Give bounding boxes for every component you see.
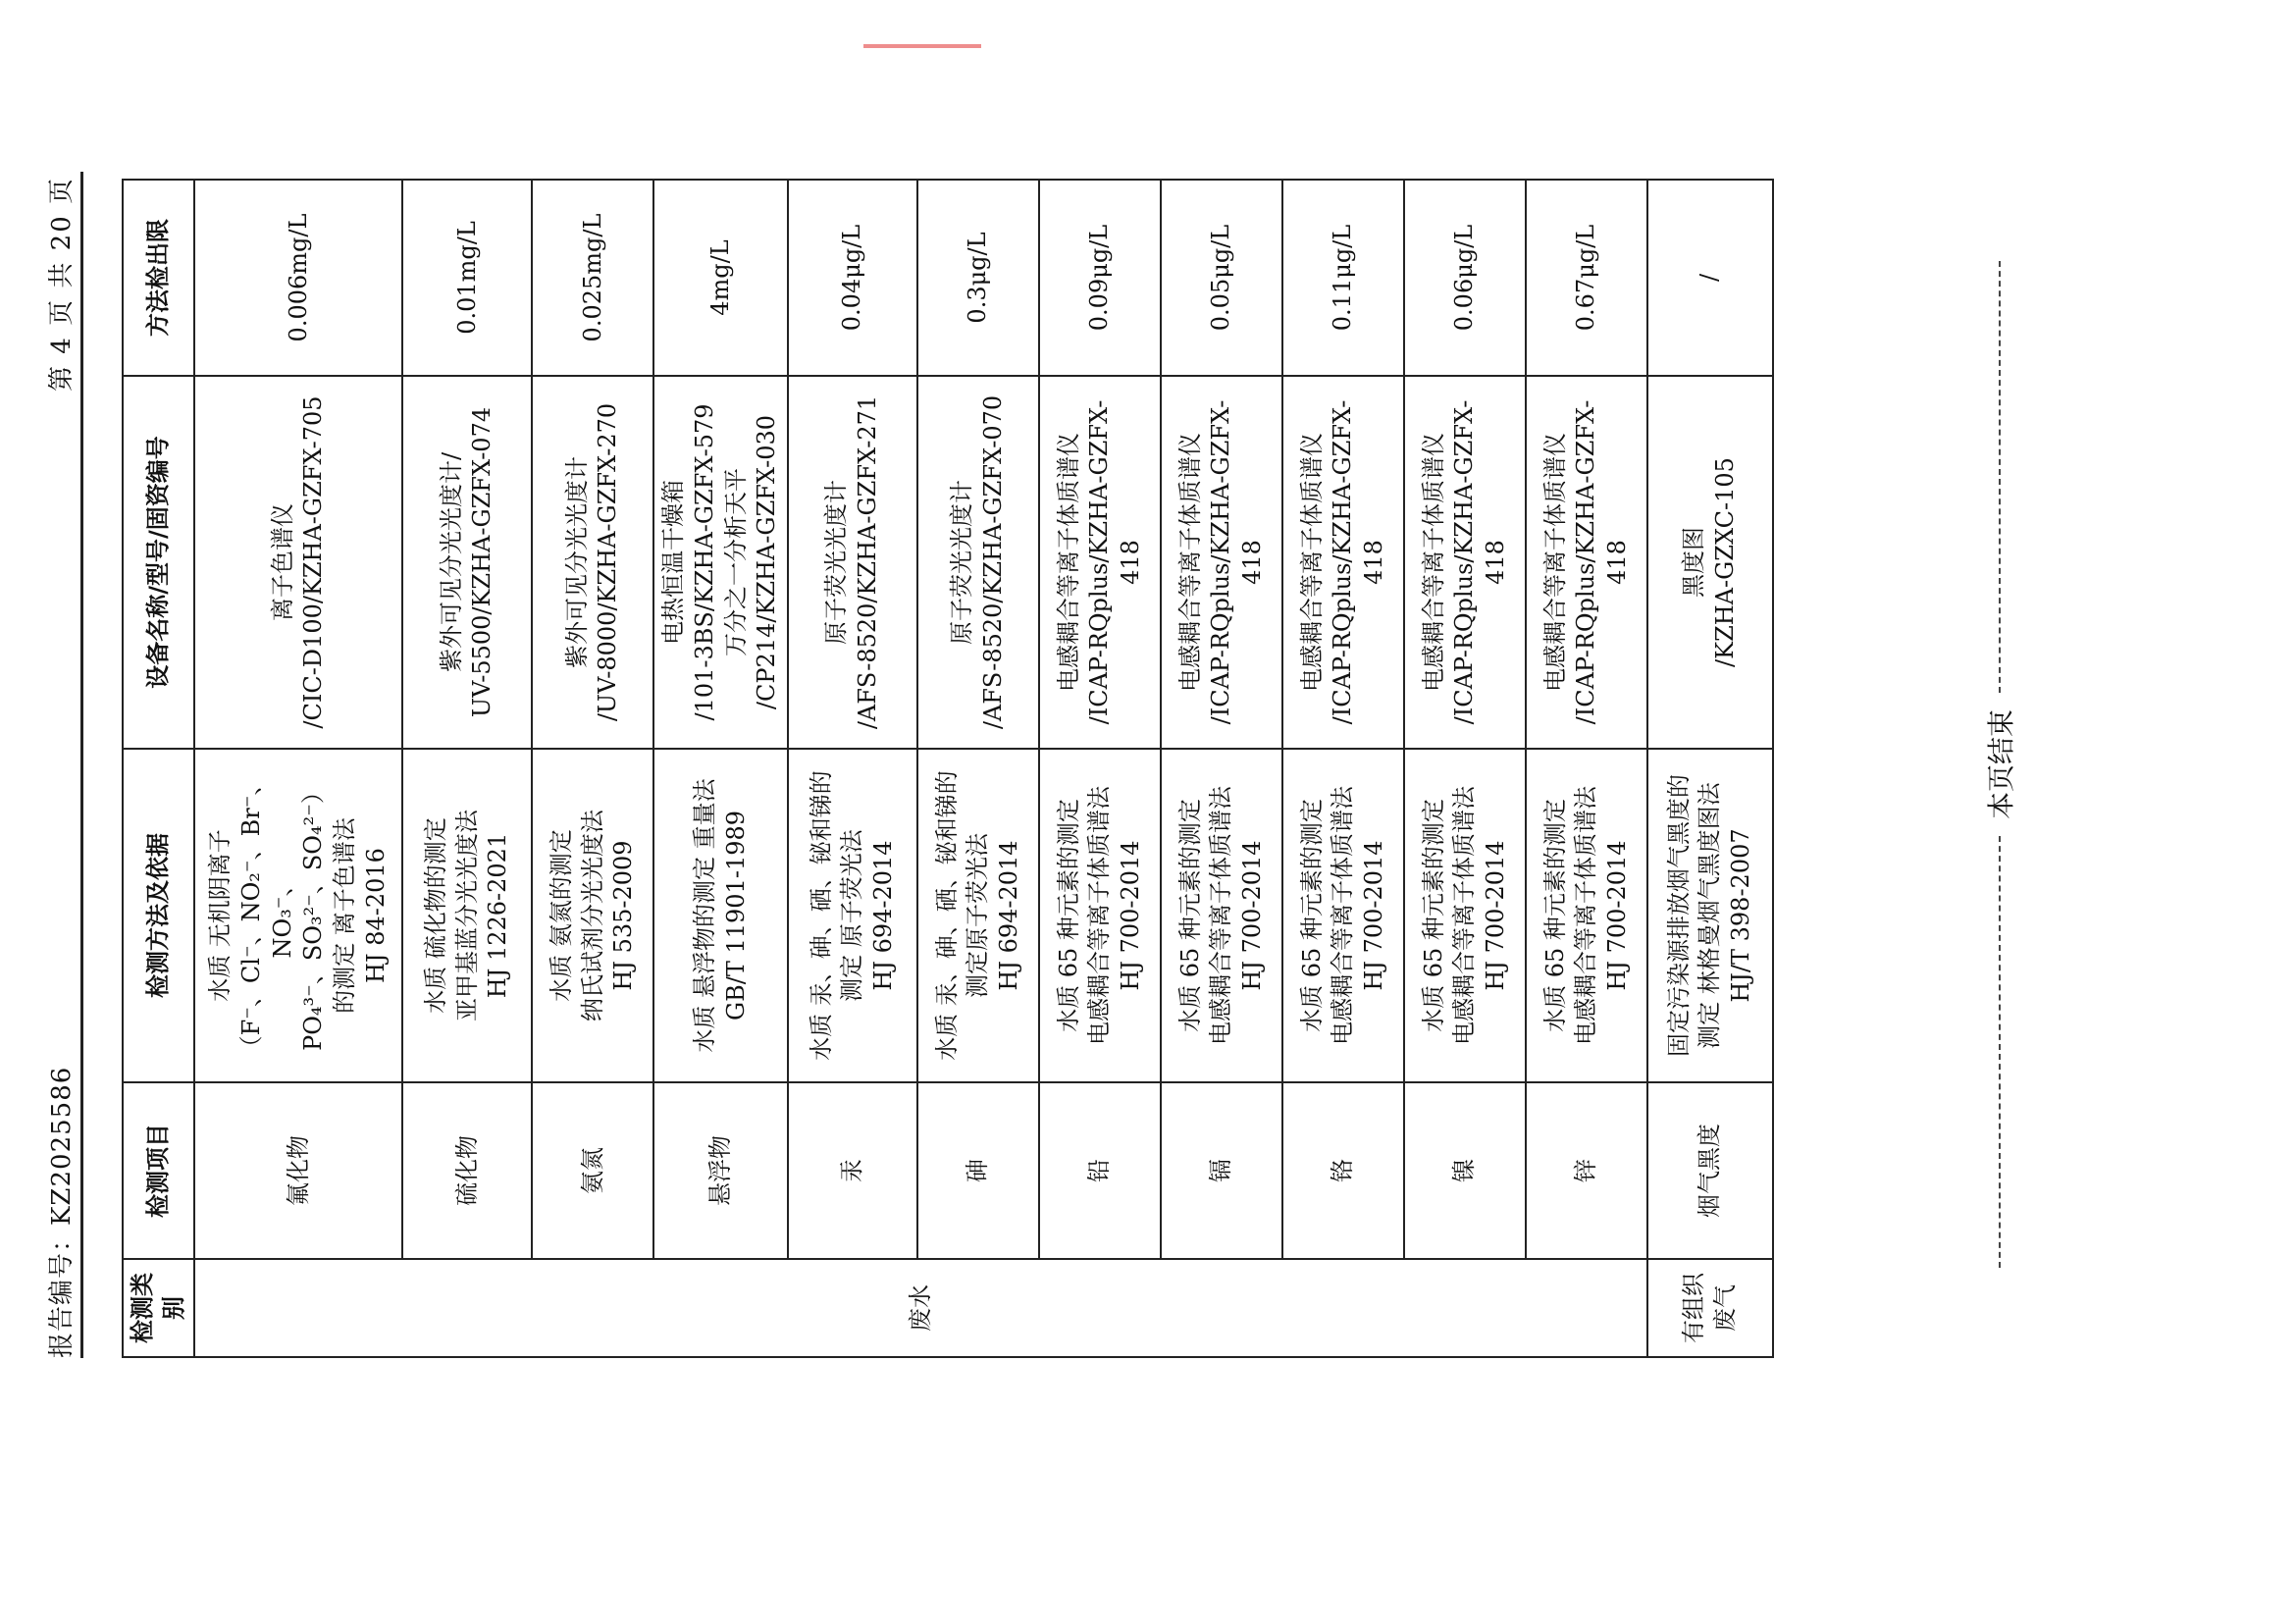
- equipment-cell: 紫外可见分光光度计/ UV-5500/KZHA-GZFX-074: [402, 376, 532, 749]
- item-cell: 铅: [1039, 1082, 1161, 1259]
- table-row: [1282, 180, 1404, 1357]
- header-method: 检测方法及依据: [123, 749, 194, 1082]
- equipment-cell: 电感耦合等离子体质谱仪 /ICAP-RQplus/KZHA-GZFX-418: [1404, 376, 1526, 749]
- limit-cell: 0.06μg/L: [1404, 180, 1526, 376]
- limit-cell: 0.025mg/L: [532, 180, 653, 376]
- limit-cell: 0.67μg/L: [1526, 180, 1647, 376]
- header-limit: 方法检出限: [123, 180, 194, 376]
- detection-table: [122, 179, 1774, 1358]
- equipment-cell: 原子荧光光度计 /AFS-8520/KZHA-GZFX-070: [917, 376, 1039, 749]
- item-cell: 砷: [917, 1082, 1039, 1259]
- item-cell: 镍: [1404, 1082, 1526, 1259]
- header-equipment: 设备名称/型号/固资编号: [123, 376, 194, 749]
- equipment-cell: 电感耦合等离子体质谱仪 /ICAP-RQplus/KZHA-GZFX-418: [1039, 376, 1161, 749]
- item-cell: 汞: [788, 1082, 917, 1259]
- method-cell: 固定污染源排放烟气黑度的 测定 林格曼烟气黑度图法 HJ/T 398-2007: [1647, 749, 1773, 1082]
- method-cell: 水质 65 种元素的测定 电感耦合等离子体质谱法 HJ 700-2014: [1404, 749, 1526, 1082]
- category-organized-gas: 有组织 废气: [1647, 1259, 1773, 1357]
- item-cell: 悬浮物: [653, 1082, 788, 1259]
- method-cell: 水质 硫化物的测定 亚甲基蓝分光光度法 HJ 1226-2021: [402, 749, 532, 1082]
- table-row: [788, 180, 917, 1357]
- equipment-cell: 电热恒温干燥箱 /101-3BS/KZHA-GZFX-579 万分之一分析天平 /CP214/KZHA-GZFX-030: [653, 376, 788, 749]
- method-cell: 水质 氨氮的测定 纳氏试剂分光光度法 HJ 535-2009: [532, 749, 653, 1082]
- table-row: [194, 180, 402, 1357]
- header-item: 检测项目: [123, 1082, 194, 1259]
- limit-cell: /: [1647, 180, 1773, 376]
- report-number: 报告编号：KZ2025586: [47, 1066, 77, 1358]
- method-cell: 水质 65 种元素的测定 电感耦合等离子体质谱法 HJ 700-2014: [1161, 749, 1282, 1082]
- limit-cell: 0.11μg/L: [1282, 180, 1404, 376]
- table-row: [1404, 180, 1526, 1357]
- method-cell: 水质 65 种元素的测定 电感耦合等离子体质谱法 HJ 700-2014: [1039, 749, 1161, 1082]
- dashed-line-left: [1999, 836, 2001, 1268]
- equipment-cell: 黑度图 /KZHA-GZXC-105: [1647, 376, 1773, 749]
- page-end-text: 本页结束: [1985, 709, 2017, 820]
- limit-cell: 0.04μg/L: [788, 180, 917, 376]
- item-cell: 烟气黑度: [1647, 1082, 1773, 1259]
- table-row: [1039, 180, 1161, 1357]
- page-number: 第 4 页 共 20 页: [47, 177, 77, 392]
- table-row: [653, 180, 788, 1357]
- limit-cell: 0.3μg/L: [917, 180, 1039, 376]
- table-row: [402, 180, 532, 1357]
- equipment-cell: 电感耦合等离子体质谱仪 /ICAP-RQplus/KZHA-GZFX-418: [1161, 376, 1282, 749]
- page-end-marker: [1980, 171, 2019, 1358]
- equipment-cell: 电感耦合等离子体质谱仪 /ICAP-RQplus/KZHA-GZFX-418: [1282, 376, 1404, 749]
- item-cell: 镉: [1161, 1082, 1282, 1259]
- method-cell: 水质 汞、砷、硒、铋和锑的 测定原子荧光法 HJ 694-2014: [917, 749, 1039, 1082]
- equipment-cell: 离子色谱仪 /CIC-D100/KZHA-GZFX-705: [194, 376, 402, 749]
- method-cell: 水质 汞、砷、硒、铋和锑的 测定 原子荧光法 HJ 694-2014: [788, 749, 917, 1082]
- method-cell: 水质 65 种元素的测定 电感耦合等离子体质谱法 HJ 700-2014: [1282, 749, 1404, 1082]
- limit-cell: 0.01mg/L: [402, 180, 532, 376]
- limit-cell: 0.05μg/L: [1161, 180, 1282, 376]
- table-row: [1526, 180, 1647, 1357]
- red-stamp-mark: [863, 5, 981, 48]
- method-cell: 水质 65 种元素的测定 电感耦合等离子体质谱法 HJ 700-2014: [1526, 749, 1647, 1082]
- method-cell: 水质 悬浮物的测定 重量法 GB/T 11901-1989: [653, 749, 788, 1082]
- limit-cell: 4mg/L: [653, 180, 788, 376]
- equipment-cell: 电感耦合等离子体质谱仪 /ICAP-RQplus/KZHA-GZFX-418: [1526, 376, 1647, 749]
- table-row: [532, 180, 653, 1357]
- limit-cell: 0.006mg/L: [194, 180, 402, 376]
- category-wastewater: 废水: [194, 1259, 1647, 1357]
- header-divider: [80, 172, 83, 1358]
- method-cell: 水质 无机阴离子 （F⁻、Cl⁻、NO₂⁻、Br⁻、NO₃⁻、 PO₄³⁻、SO₃²⁻、SO₄²⁻） 的测定 离子色谱法 HJ 84-2016: [194, 749, 402, 1082]
- item-cell: 氨氮: [532, 1082, 653, 1259]
- table-row: [1647, 180, 1773, 1357]
- item-cell: 硫化物: [402, 1082, 532, 1259]
- table-row: [1161, 180, 1282, 1357]
- dashed-line-right: [1999, 261, 2001, 693]
- equipment-cell: 紫外可见分光光度计 /UV-8000/KZHA-GZFX-270: [532, 376, 653, 749]
- header-category: 检测类别: [123, 1259, 194, 1357]
- table-row: [917, 180, 1039, 1357]
- item-cell: 锌: [1526, 1082, 1647, 1259]
- equipment-cell: 原子荧光光度计 /AFS-8520/KZHA-GZFX-271: [788, 376, 917, 749]
- limit-cell: 0.09μg/L: [1039, 180, 1161, 376]
- item-cell: 氟化物: [194, 1082, 402, 1259]
- table-header-row: [123, 180, 194, 1357]
- item-cell: 铬: [1282, 1082, 1404, 1259]
